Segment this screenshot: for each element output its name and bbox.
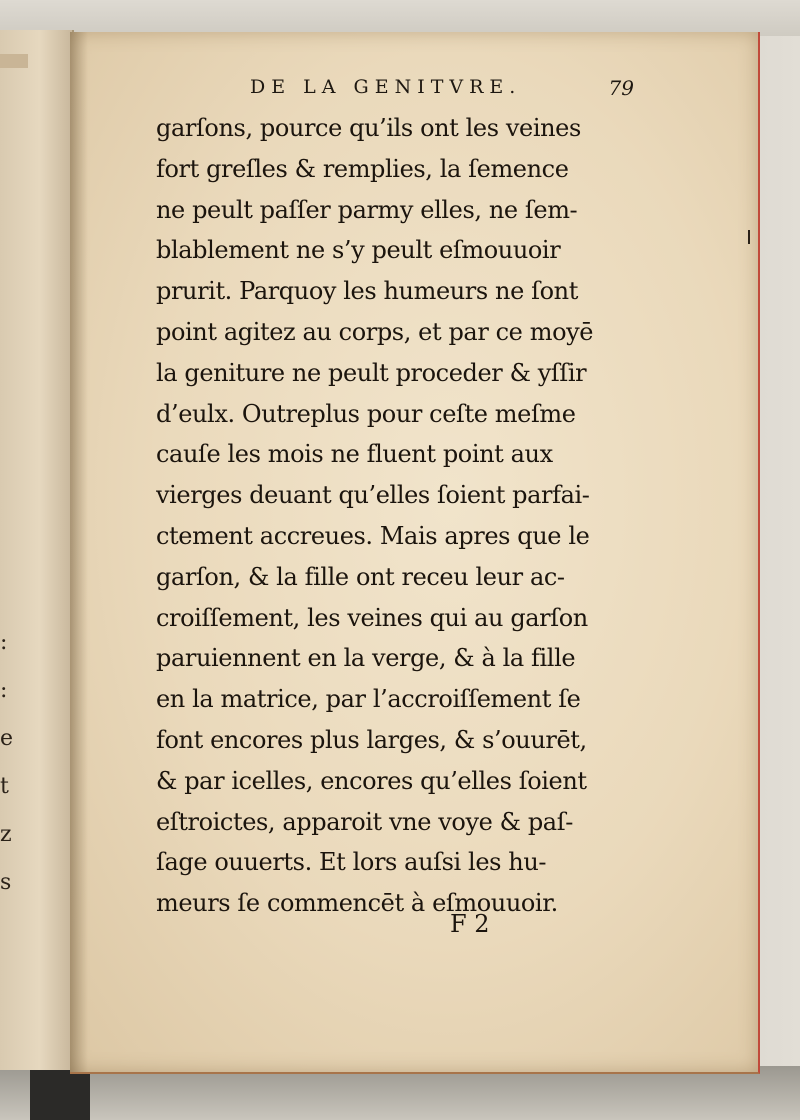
text-line: prurit. Parquoy les humeurs ne ſont — [156, 277, 578, 306]
signature-mark: F 2 — [450, 910, 490, 938]
text-line: en la matrice, par l’accroiſſement ſe — [156, 685, 581, 714]
running-head: DE LA GENITVRE. — [250, 76, 522, 98]
text-line: font encores plus larges, & s’ouurēt, — [156, 725, 587, 754]
text-line: garſons, pource qu’ils ont les veines — [156, 114, 581, 142]
text-line: eſtroictes, apparoit vne voye & paſ- — [156, 807, 573, 836]
text-line: ne peult paſſer parmy elles, ne ſem- — [156, 195, 578, 224]
text-line: la geniture ne peult proceder & yſſir — [156, 358, 587, 387]
text-line: fort greſles & remplies, la ſemence — [156, 154, 569, 183]
text-line: ctement accreues. Mais apres que le — [156, 521, 590, 550]
facing-page-letters — [0, 630, 14, 930]
gutter-shadow — [70, 32, 88, 1072]
facing-page-corner — [0, 54, 28, 68]
scan-bottom-strip — [0, 1066, 800, 1120]
text-line: cauſe les mois ne fluent point aux — [156, 440, 553, 469]
facing-letter: : — [0, 678, 8, 703]
text-line: meurs ſe commencēt à eſmouuoir. — [156, 889, 558, 918]
text-line: ſage ouuerts. Et lors auſsi les hu- — [156, 848, 547, 877]
page-number: 79 — [608, 76, 634, 100]
text-line: & par icelles, encores qu’elles ſoient — [156, 766, 587, 795]
text-line: paruiennent en la verge, & à la fille — [156, 644, 576, 673]
facing-letter: z — [0, 822, 12, 847]
text-line: vierges deuant qu’elles ſoient parfai- — [156, 481, 590, 510]
facing-letter: s — [0, 870, 12, 895]
facing-letter: : — [0, 630, 8, 655]
text-block — [156, 108, 626, 924]
text-line: point agitez au corps, et par ce moyē — [156, 317, 594, 346]
scan-top-strip — [0, 0, 800, 36]
text-line: blablement ne s’y peult eſmouuoir — [156, 236, 561, 265]
text-line: croiſſement, les veines qui au garſon — [156, 603, 588, 632]
text-line: d’eulx. Outreplus pour ceſte meſme — [156, 399, 576, 428]
facing-letter: e — [0, 726, 14, 751]
facing-page-edge — [0, 30, 74, 1070]
facing-letter: t — [0, 774, 9, 799]
margin-mark — [748, 230, 750, 244]
book-page — [70, 32, 760, 1074]
text-line: garſon, & la fille ont receu leur ac- — [156, 562, 565, 591]
